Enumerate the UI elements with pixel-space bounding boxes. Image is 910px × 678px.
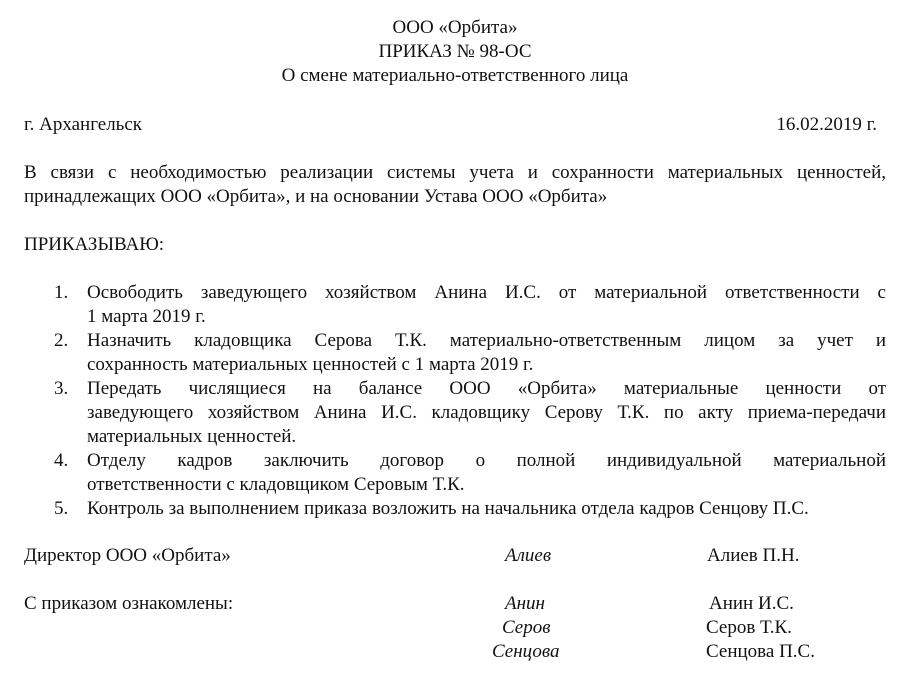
list-item <box>50 329 886 377</box>
item-line: материальных ценностей. <box>87 426 297 447</box>
item-line: Контроль за выполнением приказа возложить на начальника отдела кадров Сенцову П.С. <box>87 498 809 519</box>
item-line: заведующего хозяйством Анина И.С. кладовщику Серову Т.К. по акту приема-передачи <box>87 402 886 423</box>
item-number: 5. <box>54 498 69 519</box>
list-item <box>50 377 886 449</box>
acknowledged-signature: Серов <box>502 617 551 638</box>
acknowledged-signature: Сенцова <box>492 641 560 662</box>
acknowledged-label: С приказом ознакомлены: <box>24 593 234 614</box>
director-name: Алиев П.Н. <box>707 545 800 566</box>
item-number: 1. <box>54 282 69 303</box>
order-date: 16.02.2019 г. <box>776 114 877 135</box>
acknowledged-name: Анин И.С. <box>709 593 794 614</box>
acknowledged-signature: Анин <box>505 593 545 614</box>
item-number: 4. <box>54 450 69 471</box>
order-word: ПРИКАЗЫВАЮ: <box>24 234 165 255</box>
order-title: ПРИКАЗ № 98-ОС <box>378 41 532 62</box>
item-line: Назначить кладовщика Серова Т.К. материально-ответственным лицом за учет и <box>87 330 886 351</box>
order-items <box>50 281 886 521</box>
preamble <box>24 161 886 209</box>
list-item <box>50 497 886 521</box>
item-line: Освободить заведующего хозяйством Анина И.С. от материальной ответственности с <box>87 282 886 303</box>
item-line: сохранность материальных ценностей с 1 марта 2019 г. <box>87 354 534 375</box>
item-number: 2. <box>54 330 69 351</box>
org-name: ООО «Орбита» <box>392 17 518 38</box>
preamble-line: принадлежащих ООО «Орбита», и на основании Устава ООО «Орбита» <box>24 186 608 207</box>
acknowledged-name: Серов Т.К. <box>706 617 792 638</box>
director-label: Директор ООО «Орбита» <box>24 545 231 566</box>
item-line: 1 марта 2019 г. <box>87 306 206 327</box>
list-item <box>50 281 886 329</box>
item-number: 3. <box>54 378 69 399</box>
preamble-line: В связи с необходимостью реализации системы учета и сохранности материальных ценностей, <box>24 162 886 183</box>
item-line: Отделу кадров заключить договор о полной индивидуальной материальной <box>87 450 886 471</box>
list-item <box>50 449 886 497</box>
acknowledged-name: Сенцова П.С. <box>706 641 815 662</box>
order-subject: О смене материально-ответственного лица <box>281 65 629 86</box>
item-line: Передать числящиеся на балансе ООО «Орбита» материальные ценности от <box>87 378 886 399</box>
director-signature: Алиев <box>505 545 552 566</box>
city: г. Архангельск <box>24 114 143 135</box>
item-line: ответственности с кладовщиком Серовым Т.К. <box>87 474 465 495</box>
